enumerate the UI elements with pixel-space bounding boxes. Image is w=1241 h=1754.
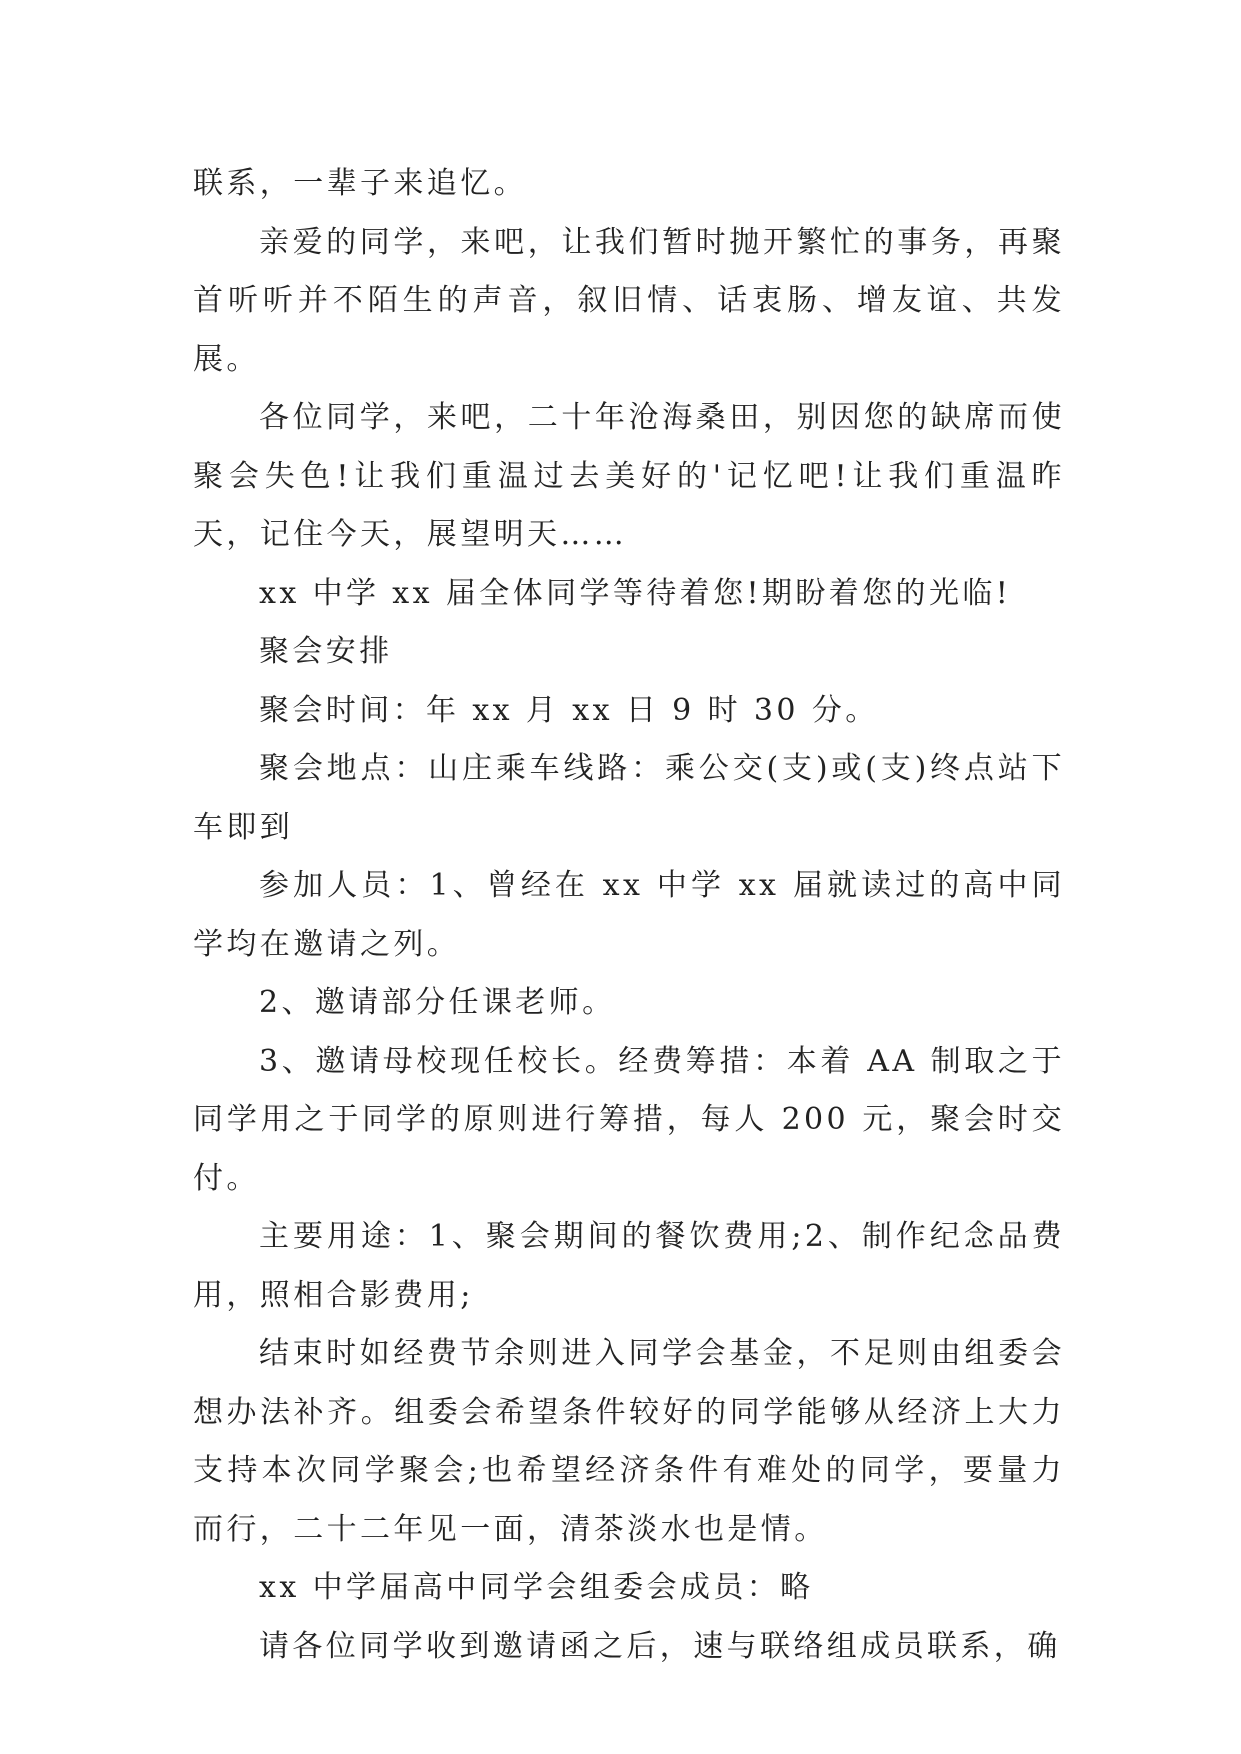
paragraph-participants-1: 参加人员：1、曾经在 xx 中学 xx 届就读过的高中同学均在邀请之列。: [193, 868, 1065, 962]
paragraph-fund-usage: 主要用途：1、聚会期间的餐饮费用;2、制作纪念品费用，照相合影费用;: [193, 1219, 1065, 1313]
paragraph-invitation-1: 亲爱的同学，来吧，让我们暂时抛开繁忙的事务，再聚首听听并不陌生的声音，叙旧情、话衷肠、增友谊、共发展。: [193, 224, 1065, 377]
paragraph-contact-request: 请各位同学收到邀请函之后，速与联络组成员联系，确: [259, 1628, 1061, 1664]
paragraph-fund-surplus: 结束时如经费节余则进入同学会基金，不足则由组委会想办法补齐。组委会希望条件较好的同学能够从经济上大力支持本次同学聚会;也希望经济条件有难处的同学，要量力而行，二十二年见一面，清茶淡水也是情。: [193, 1336, 1065, 1547]
section-heading-arrangement: 聚会安排: [259, 634, 393, 669]
document-page: [193, 155, 1065, 1676]
paragraph-participants-3-funding: 3、邀请母校现任校长。经费筹措：本着 AA 制取之于同学用之于同学的原则进行筹措，每人 200 元，聚会时交付。: [193, 1043, 1065, 1196]
paragraph-class-waiting: xx 中学 xx 届全体同学等待着您!期盼着您的光临!: [259, 575, 1012, 611]
paragraph-participants-2: 2、邀请部分任课老师。: [259, 985, 616, 1020]
paragraph-meeting-time: 聚会时间：年 xx 月 xx 日 9 时 30 分。: [259, 692, 879, 728]
paragraph-invitation-2: 各位同学，来吧，二十年沧海桑田，别因您的缺席而使聚会失色!让我们重温过去美好的'记忆吧!让我们重温昨天，记住今天，展望明天……: [193, 400, 1065, 552]
paragraph-committee-members: xx 中学届高中同学会组委会成员：略: [259, 1570, 814, 1605]
paragraph-opening-fragment: 联系，一辈子来追忆。: [193, 166, 527, 201]
paragraph-meeting-location: 聚会地点：山庄乘车线路：乘公交(支)或(支)终点站下车即到: [193, 751, 1065, 845]
